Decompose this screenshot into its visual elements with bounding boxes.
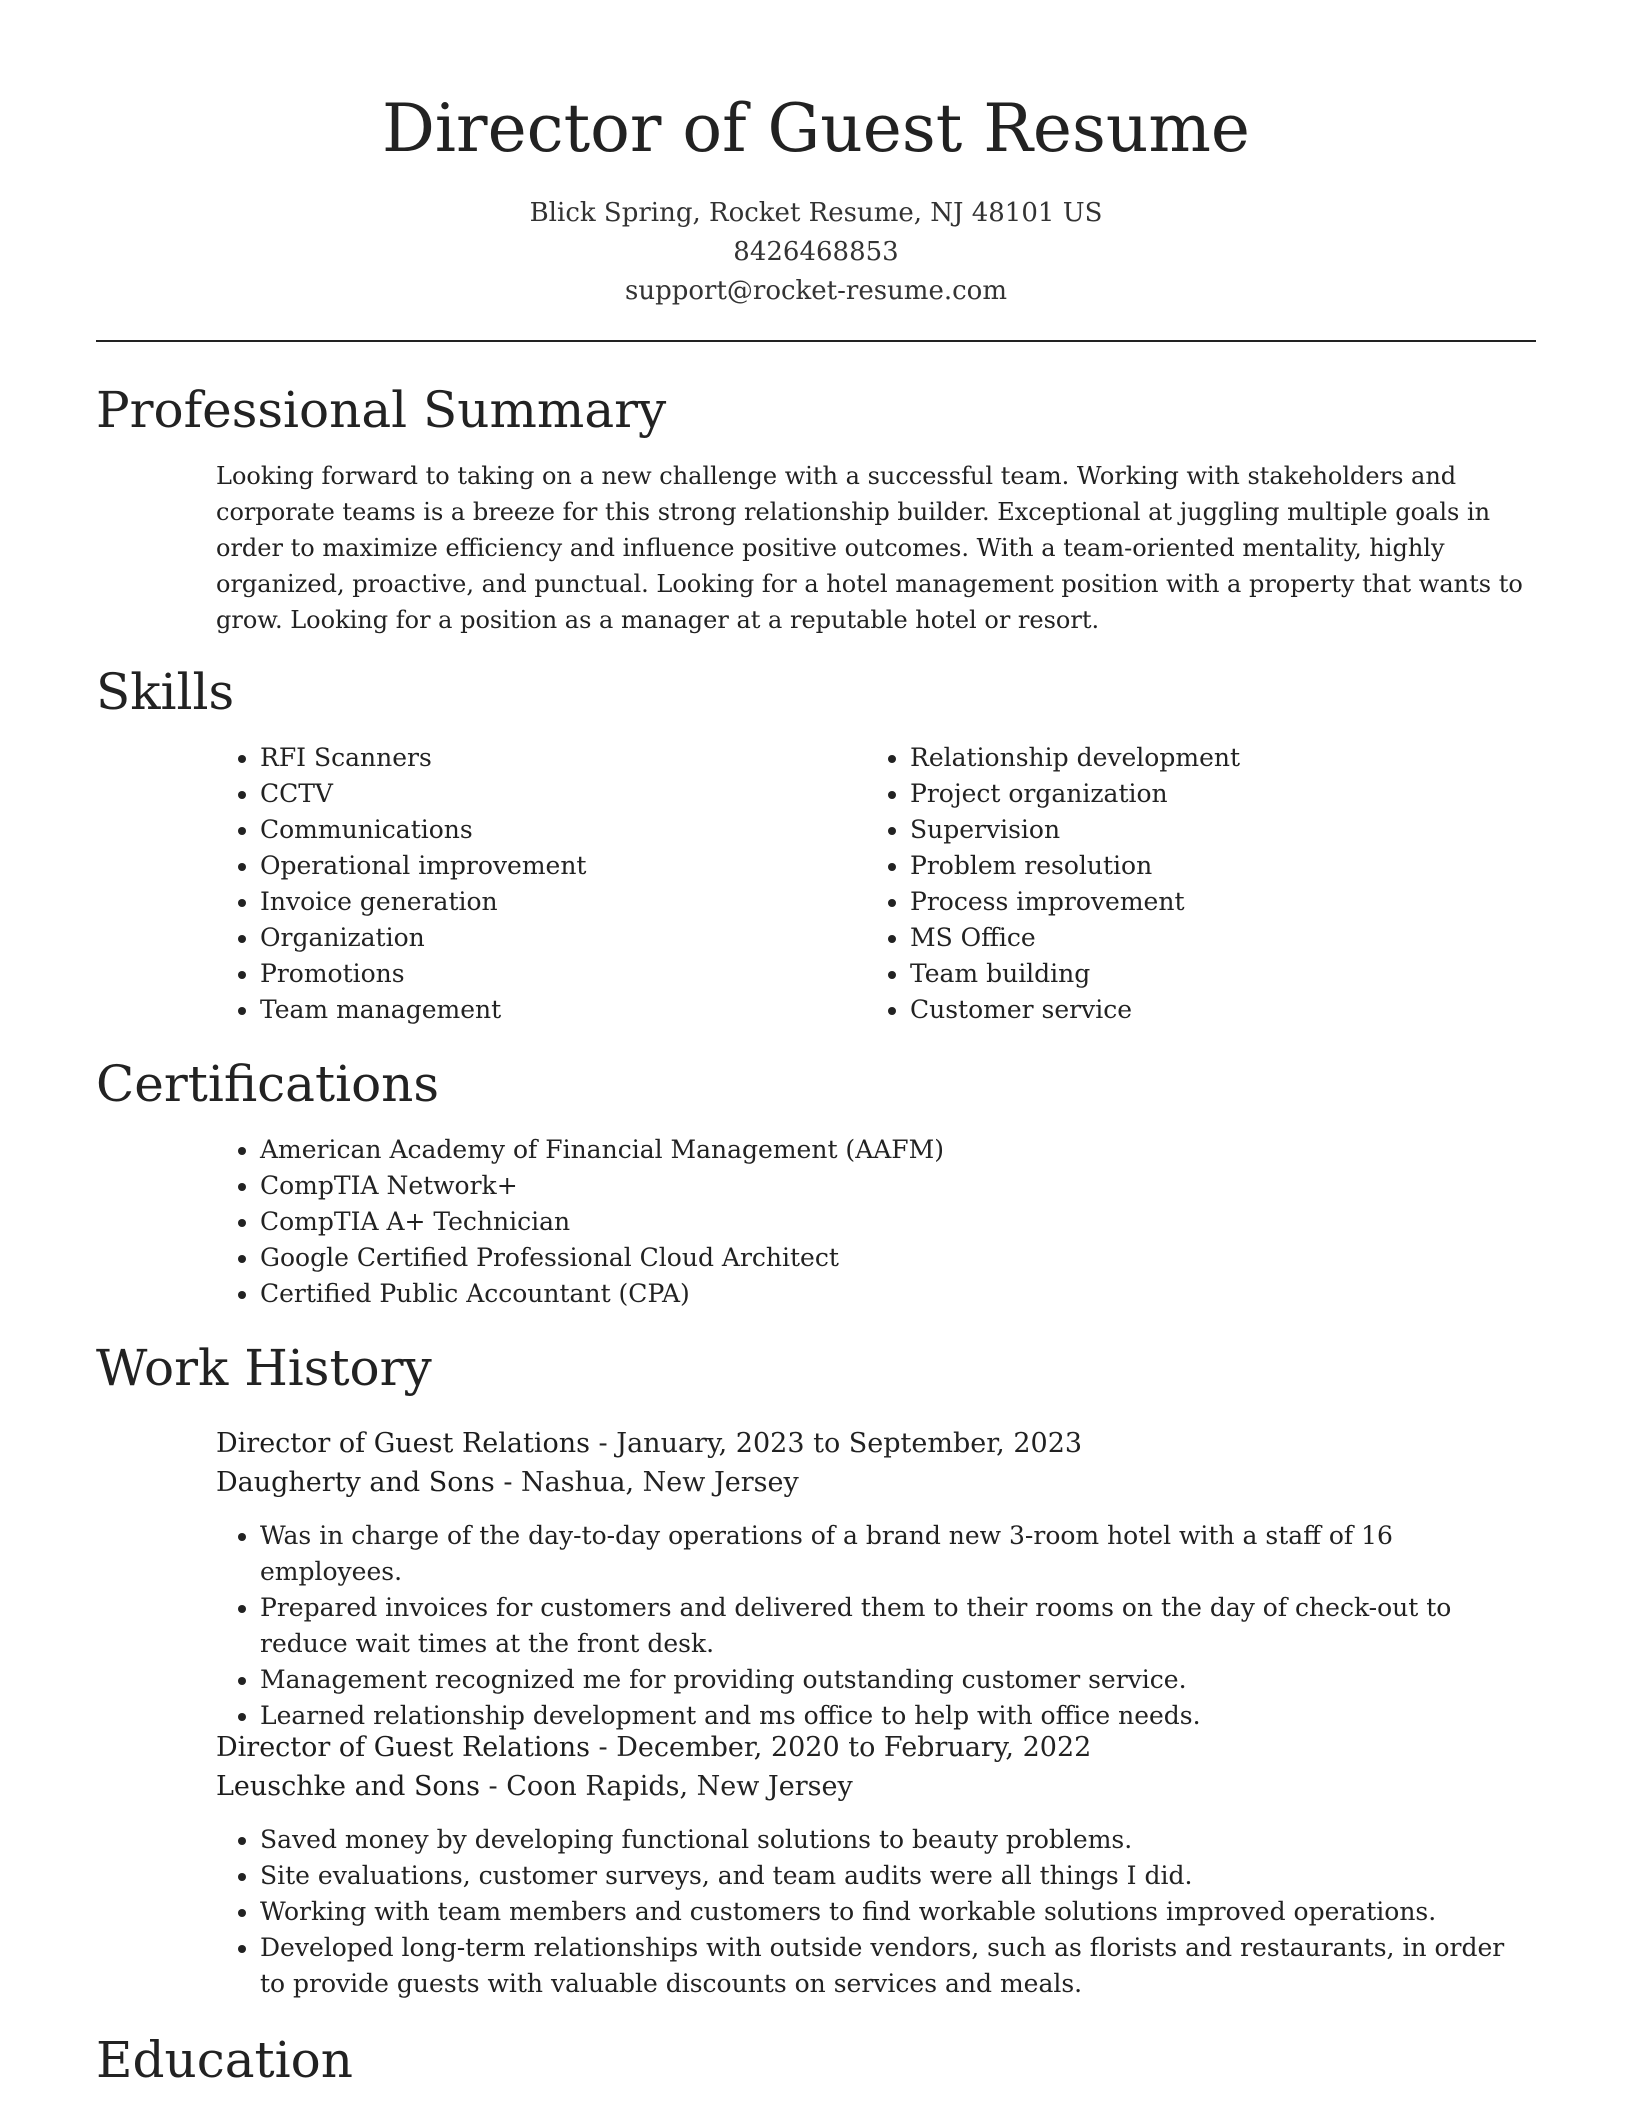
skills-heading: Skills <box>96 663 235 721</box>
work-history-heading: Work History <box>96 1339 432 1397</box>
list-item: • Organization <box>260 920 866 956</box>
list-item: • Google Certified Professional Cloud Architect <box>260 1240 1536 1276</box>
summary-heading: Professional Summary <box>96 381 667 439</box>
contact-phone: 8426468853 <box>733 237 899 267</box>
summary-block <box>216 458 1536 638</box>
resume-title: Director of Guest Resume <box>382 90 1250 167</box>
job-location: - Nashua, New Jersey <box>494 1467 799 1498</box>
job-title-line <box>216 1424 1536 1463</box>
list-item: • Operational improvement <box>260 848 866 884</box>
certifications-list <box>216 1132 1536 1312</box>
job-entry <box>216 1728 1536 2002</box>
resume-header <box>0 0 1632 311</box>
contact-address: Blick Spring, Rocket Resume, NJ 48101 US <box>529 198 1103 228</box>
contact-email: support@rocket-resume.com <box>624 276 1007 306</box>
list-item: • Site evaluations, customer surveys, and team audits were all things I did. <box>260 1858 1536 1894</box>
job-title: Director of Guest Relations <box>216 1732 590 1763</box>
list-item: • Working with team members and customers to find workable solutions improved operations. <box>260 1894 1536 1930</box>
list-item: • Problem resolution <box>910 848 1516 884</box>
list-item: • MS Office <box>910 920 1516 956</box>
list-item: • Promotions <box>260 956 866 992</box>
list-item: • CompTIA A+ Technician <box>260 1204 1536 1240</box>
list-item: • Customer service <box>910 992 1516 1028</box>
list-item: • Process improvement <box>910 884 1516 920</box>
list-item: • Supervision <box>910 812 1516 848</box>
job-company: Leuschke and Sons <box>216 1771 480 1802</box>
job-dates: - January, 2023 to September, 2023 <box>589 1428 1083 1459</box>
list-item: • Invoice generation <box>260 884 866 920</box>
list-item: • Project organization <box>910 776 1516 812</box>
job-company-line <box>216 1767 1536 1806</box>
list-item: • Team management <box>260 992 866 1028</box>
list-item: • American Academy of Financial Management (AAFM) <box>260 1132 1536 1168</box>
list-item: • Relationship development <box>910 740 1516 776</box>
contact-block <box>0 194 1632 311</box>
list-item: • Prepared invoices for customers and delivered them to their rooms on the day of check-out to reduce wait times at the front desk. <box>260 1590 1536 1662</box>
skills-list-left <box>216 740 866 1028</box>
list-item: • CCTV <box>260 776 866 812</box>
job-bullets <box>216 1518 1536 1734</box>
list-item: • Was in charge of the day-to-day operations of a brand new 3-room hotel with a staff of 16 employees. <box>260 1518 1536 1590</box>
list-item: • Learned relationship development and ms office to help with office needs. <box>260 1698 1536 1734</box>
job-title-line <box>216 1728 1536 1767</box>
job-company: Daugherty and Sons <box>216 1467 495 1498</box>
list-item: • Management recognized me for providing outstanding customer service. <box>260 1662 1536 1698</box>
certifications-block <box>216 1132 1536 1312</box>
skills-block <box>216 740 1536 1028</box>
list-item: • Certified Public Accountant (CPA) <box>260 1276 1536 1312</box>
list-item: • Team building <box>910 956 1516 992</box>
header-divider <box>96 340 1536 342</box>
job-company-line <box>216 1463 1536 1502</box>
job-location: - Coon Rapids, New Jersey <box>479 1771 853 1802</box>
list-item: • Communications <box>260 812 866 848</box>
list-item: • Developed long-term relationships with outside vendors, such as florists and restaurants, in order to provide guests with valuable discounts on services and meals. <box>260 1930 1536 2002</box>
list-item: • RFI Scanners <box>260 740 866 776</box>
summary-text: Looking forward to taking on a new challenge with a successful team. Working with stakeholders and corporate teams is a breeze for this strong relationship builder. Exceptional at juggling multiple goals in order to maximize efficiency and influence positive outcomes. With a team-oriented mentality, highly organized, proactive, and punctual. Looking for a hotel management position with a property that wants to grow. Looking for a position as a manager at a reputable hotel or resort. <box>216 462 1523 634</box>
list-item: • Saved money by developing functional solutions to beauty problems. <box>260 1822 1536 1858</box>
certifications-heading: Certifications <box>96 1055 440 1113</box>
job-title: Director of Guest Relations <box>216 1428 590 1459</box>
job-dates: - December, 2020 to February, 2022 <box>589 1732 1092 1763</box>
list-item: • CompTIA Network+ <box>260 1168 1536 1204</box>
education-heading: Education <box>96 2031 353 2089</box>
job-entry <box>216 1424 1536 1734</box>
job-bullets <box>216 1822 1536 2002</box>
skills-list-right <box>866 740 1516 1028</box>
